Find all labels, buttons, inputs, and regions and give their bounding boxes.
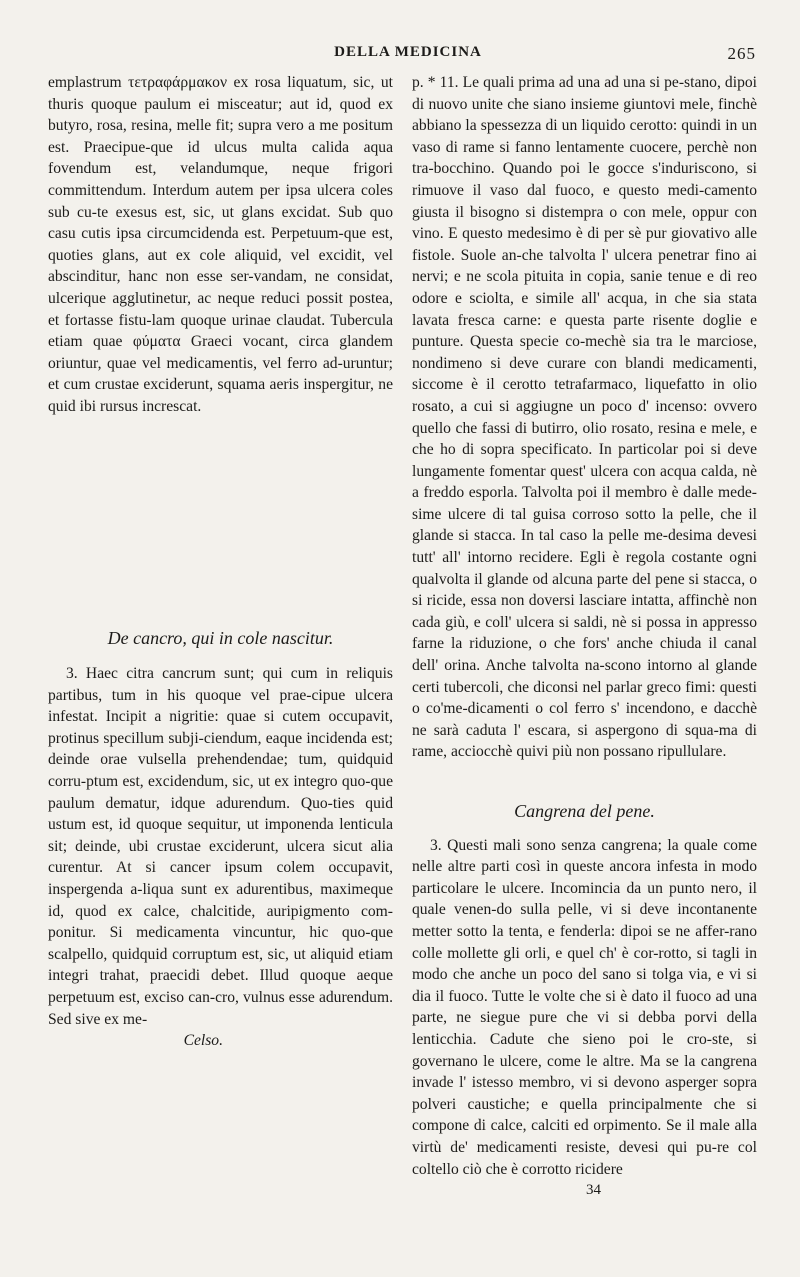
italian-paragraph-2: 3. Questi mali sono senza cangrena; la quale come nelle altre parti così in queste ancora infesta in modo particolare le ulcere. Incomincia da un punto nero, il quale venen-do sulla pelle, vi si deve incontanente metter sotto la tenta, e fenderla: dipoi se ne affer-rano colle mollette gli orli, e quel ch' è cor-rotto, si tagli in modo che anche un poco del sano si tolga via, e vi si dia il fuoco. Tutte le volte che si è dato il fuoco ad una parte, ne siegue pure che vi si debba porvi della lenticchia. Cadute che sieno poi le cro-ste, si governano le ulcere, come le altre. Ma se la cangrena invade l' istesso membro, vi si devono asperger sopra polveri caustiche; e quella principalmente che si compone di calce, calciti ed orpimento. Se il male alla virtù de' medicamenti resiste, devesi qui pu-re col coltello ciò che è corrotto ricidere bbox=[412, 836, 757, 1178]
catchword: Celso. bbox=[183, 1032, 223, 1050]
latin-section-heading: De cancro, qui in cole nascitur. bbox=[107, 627, 334, 648]
latin-paragraph-2: 3. Haec citra cancrum sunt; qui cum in reliquis partibus, tum in his quoque vel prae-cipue ulcera infestat. Incipit a nigritie: quae si cutem occupavit, protinus specillum subji-ciendum, eaque incidenda est; deinde orae vulsella prehendendae; tum, quidquid corru-ptum est, excidendum, sic, ut ex integro quo-que paulum dematur, idque adurendum. Quo-ties quid ustum est, id quoque sequitur, ut imponenda lenticula sit; deinde, ubi crustae exciderunt, ulcera sicut alia curentur. At si cancer ipsum colem occupavit, inspergenda a-liqua sunt ex adurentibus, maximeque id, quod ex calce, chalcitide, auripigmento com-ponitur. Si medicamenta vincuntur, hic quo-que scalpello, quidquid corruptum est, sic, ut aliquid etiam integri trahat, praecidi debet. Illud quoque aeque perpetuum est, exciso can-cro, vulnus esse adurendum. Sed sive ex me- bbox=[48, 665, 393, 1028]
running-head bbox=[60, 44, 756, 64]
page-number: 265 bbox=[727, 44, 756, 63]
latin-paragraph-1: emplastrum τετραφάρμακον ex rosa liquatum, sic, ut thuris quoque paulum ei misceatur; aut id, quod ex butyro, rosa, resina, melle fit; supra vero a me positum est. Praecipue-que id ulcus multa calida aqua fovendum est, velandumque, neque frigori committendum. Interdum autem per ipsa ulcera coles sub cu-te exesus est, sic, ut glans excidat. Sub quo casu cutis ipsa circumcidenda est. Perpetuum-que est, quoties glans, aut ex cole aliquid, vel excidit, vel abscinditur, hanc non esse ser-vandam, ne considat, ulcerique agglutinetur, ac neque reduci possit postea, et fortasse fistu-lam quoque urinae claudat. Tubercula etiam quae φύματα Graeci vocant, circa glandem oriuntur, quae vel medicamentis, vel ferro ad-uruntur; et cum crustae exciderunt, squama aeris inspergitur, ne quid ibi rursus increscat. bbox=[48, 74, 393, 415]
italian-section-heading: Cangrena del pene. bbox=[514, 801, 655, 821]
italian-column bbox=[412, 72, 757, 1202]
signature-mark: 34 bbox=[586, 1182, 601, 1199]
italian-paragraph-1: p. * 11. Le quali prima ad una ad una si pe-stano, dipoi di nuovo unite che siano insieme giuntovi mele, finchè abbiano la spessezza di un liquido cerotto: quindi in un vaso di rame si fanno lentamente cuocere, perchè non tra-bocchino. Quando poi le gocce s'induriscono, si rimuove il vaso dal fuoco, e questo medi-camento giusta il bisogno si distempra o con mele, oppur con vino. E questo medesimo è di per sè pur giovativo alle fistole. Suole an-che talvolta l' ulcera penetrar fino ai nervi; e ne scola pituita in copia, sanie tenue e di reo odore e sciolta, e simile all' acqua, in che sia stata lavata fresca carne: e questa parte risente doglie e punture. Questa specie co-mechè sia tra le marciose, nondimeno si deve curare con blandi medicamenti, siccome è il cerotto tetrafarmaco, liquefatto in olio rosato, a cui si aggiugne un poco d' incenso: ovvero quello che fassi di butirro, olio rosato, resina e mele, e che ho di sopra specificato. In particolar poi si deve lungamente fomentar quest' ulcera con acqua calda, nè a freddo esporla. Talvolta poi il membro è dalle mede-sime ulcere di tal guisa corroso sotto la pelle, che il glande si stacca. In tal caso la pelle me-desima devesi tutt' all' intorno recidere. Egli è regola costante ogni qualvolta il glande od alcuna parte del pene si stacca, o si ricide, essa non doversi lasciare intatta, affinchè non cada giù, e coll' ulcera si saldi, nè si possa in appresso farne la riduzione, o che fors' anche chiuda il canal dell' orina. Anche talvolta na-scono intorno al glande certi tubercoli, che diconsi nel parlar greco fimi: questi o co'me-dicamenti o col ferro s' incendono, e dacchè ne sarà caduta l' escara, si aspergono di squa-ma di rame, acciocchè quivi più non possano ripullulare. bbox=[412, 74, 757, 761]
latin-column bbox=[48, 72, 393, 1052]
running-title: DELLA MEDICINA bbox=[334, 44, 482, 60]
